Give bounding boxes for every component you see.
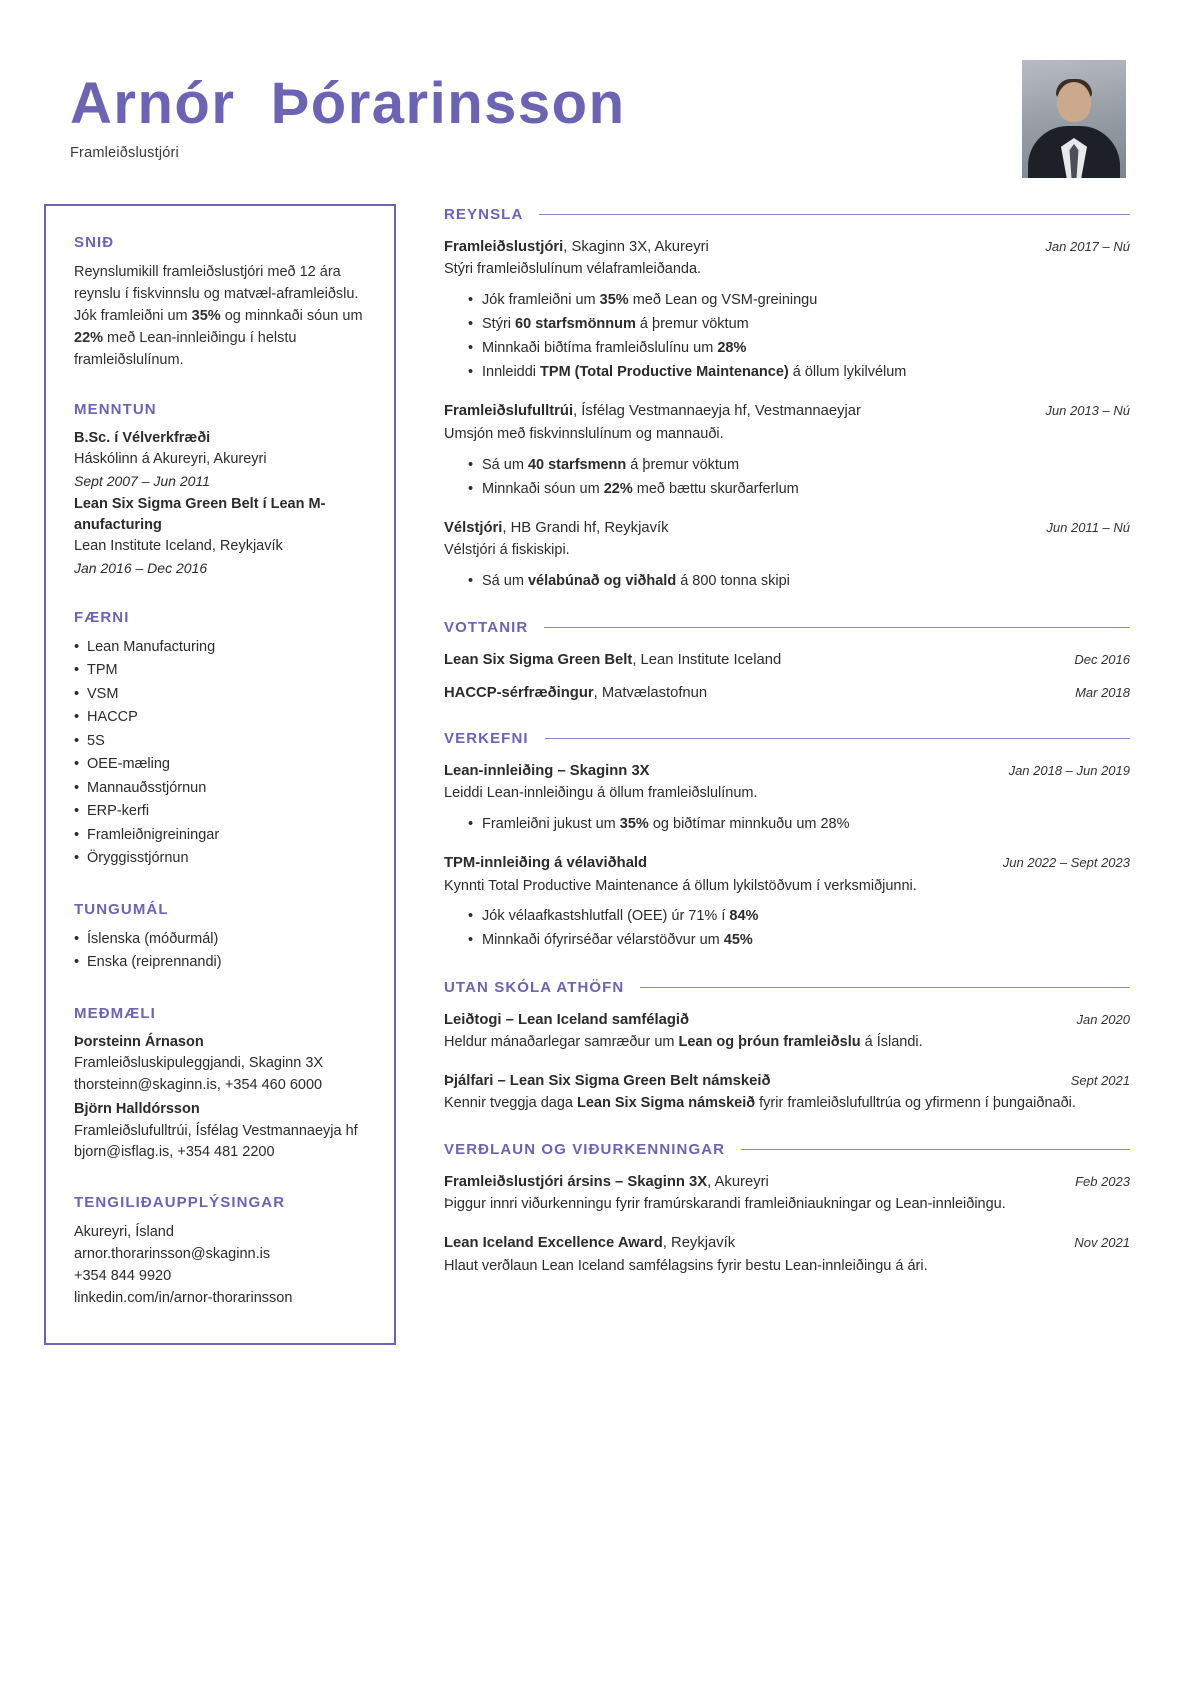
entry-company: , Akureyri [707,1173,769,1190]
list-item [468,904,1130,928]
bullet-post: á þremur vöktum [635,316,749,333]
contact-email[interactable]: arnor.thorarinsson@skaginn.is [74,1246,271,1263]
bullet-bold: vélabúnað og viðhald [527,572,677,589]
education-school: Háskólinn á Akureyri, Akureyri [74,451,267,468]
entry-date: Mar 2018 [1075,684,1130,700]
section-divider [539,214,1130,215]
entry-company: , Matvælastofnun [593,684,708,701]
reference-contact[interactable]: bjorn@isflag.is, +354 481 2200 [74,1144,275,1161]
subtitle-bold: Lean Six Sigma námskeið [577,1095,756,1112]
entry-title [444,1172,769,1193]
education-date: Sept 2007 – Jun 2011 [74,472,210,489]
award-entry [444,1172,1130,1216]
education-degree: B.Sc. í Vélverkfræði [74,430,211,447]
entry-title [444,761,650,782]
extracurricular-entry [444,1071,1130,1115]
bullet-pre: Innleiddi [482,364,541,381]
section-heading-extracurricular: UTAN SKÓLA ATHÖFN [444,978,625,996]
sidebar-heading-profile: SNIÐ [74,234,115,251]
section-header [444,206,1130,223]
section-heading-awards: VERÐLAUN OG VIÐURKENNINGAR [444,1140,726,1158]
subtitle-post: fyrir framleiðslufulltrúa og yfirmenn í þungaiðnaði. [755,1095,1076,1112]
entry-header [444,518,1130,539]
section-divider [640,987,1130,988]
job-title: Framleiðslustjóri [70,144,179,161]
contact-linkedin[interactable]: linkedin.com/in/arnor-thorarinsson [74,1290,293,1307]
list-item [468,928,1130,952]
sidebar-section-references [74,1005,368,1165]
education-item [74,428,368,492]
entry-date: Jan 2017 – Nú [1045,239,1130,254]
entry-subtitle: Leiddi Lean-innleiðingu á öllum framleiðslulínum. [444,785,758,802]
entry-role: TPM-innleiðing á vélaviðhald [444,855,648,872]
sidebar-section-contact [74,1194,368,1309]
bullet-pre: Jók vélaafkastshlutfall (OEE) úr 71% í [482,908,730,925]
entry-date: Feb 2023 [1075,1173,1130,1189]
entry-role: HACCP-sérfræðingur [444,684,594,701]
list-item [468,812,1130,836]
entry-header [444,683,1130,704]
list-item: • Lean Manufacturing [74,636,368,659]
bullet-bold: 60 starfsmönnum [515,316,636,333]
entry-role: Lean Six Sigma Green Belt [444,652,633,669]
bullet-pre: Minnkaði biðtíma framleiðslulínu um [482,340,718,357]
section-header [444,730,1130,747]
bullet-bold: 35% [619,816,649,833]
bullet-pre: Sá um [482,456,528,473]
list-item: • 5S [74,730,368,753]
bullet-post: á þremur vöktum [626,456,740,473]
list-item [468,477,1130,501]
list-item: • ERP-kerfi [74,800,368,823]
entry-bullets [444,453,1130,501]
entry-date: Sept 2021 [1070,1072,1130,1088]
entry-title [444,1233,735,1254]
education-degree: Lean Six Sigma Green Belt í Lean M-anufacturing [74,495,326,533]
bullet-post: og biðtímar minnkuðu um 28% [648,816,850,833]
entry-header [444,650,1130,671]
list-item: • Mannauðsstjórnun [74,777,368,800]
subtitle-post: á Íslandi. [860,1034,923,1050]
languages-list [74,928,368,975]
list-item: • Enska (reiprennandi) [74,951,368,974]
sidebar [44,204,396,1345]
reference-item [74,1032,368,1097]
subtitle-pre: Kennir tveggja daga [444,1095,578,1112]
profile-bold-2: 22% [74,330,104,347]
list-item [468,336,1130,360]
avatar [1022,60,1126,178]
list-item: • Öryggisstjórnun [74,847,368,870]
section-header [444,619,1130,636]
entry-header [444,401,1130,422]
bullet-pre: Stýri [482,316,516,333]
sidebar-heading-education: MENNTUN [74,401,157,419]
education-item [74,494,368,579]
sidebar-heading-contact: TENGILIÐAUPPLÝSINGAR [74,1194,286,1212]
entry-role: Framleiðslustjóri [444,239,564,255]
entry-title [444,853,647,874]
entry-company: , Lean Institute Iceland [632,652,782,669]
entry-role: Lean Iceland Excellence Award [444,1235,663,1252]
bullet-bold: TPM (Total Productive Maintenance) [540,364,789,381]
list-item: • OEE-mæling [74,753,368,776]
entry-title [444,683,707,704]
entry-role: Leiðtogi – Lean Iceland samfélagið [444,1011,690,1028]
bullet-pre: Framleiðni jukust um [482,816,620,833]
section-header [444,979,1130,996]
sidebar-section-skills [74,609,368,871]
entry-title [444,1071,771,1092]
page-title: Arnór Þórarinsson [70,71,626,136]
entry-subtitle: Umsjón með fiskvinnslulínum og mannauði. [444,425,724,442]
list-item [468,569,1130,593]
list-item [468,312,1130,336]
subtitle-pre: Heldur mánaðarlegar samræður um [444,1034,679,1050]
entry-subtitle [444,1093,1130,1115]
entry-date: Jan 2020 [1076,1011,1130,1027]
section-header [444,1141,1130,1158]
reference-role: Framleiðslufulltrúi, Ísfélag Vestmannaeyja hf [74,1122,358,1139]
entry-bullets [444,569,1130,593]
section-heading-projects: VERKEFNI [444,729,529,747]
entry-header [444,1071,1130,1092]
experience-entry [444,237,1130,384]
resume-body [42,204,1130,1345]
entry-role: Framleiðslustjóri ársins – Skaginn 3X [444,1173,708,1190]
award-entry [444,1233,1130,1277]
skills-list [74,636,368,871]
entry-role: Þjálfari – Lean Six Sigma Green Belt námskeið [444,1072,771,1089]
entry-subtitle: Þiggur innri viðurkenningu fyrir framúrskarandi framleiðniaukningar og Lean-innleiðingu. [444,1196,1006,1213]
sidebar-heading-languages: TUNGUMÁL [74,900,169,918]
resume-header [42,52,1130,178]
section-extracurricular [444,979,1130,1115]
entry-bullets [444,812,1130,836]
entry-company: , Skaginn 3X, Akureyri [563,239,709,255]
entry-date: Jun 2013 – Nú [1045,403,1130,419]
entry-title [444,237,709,258]
list-item [468,453,1130,477]
experience-entry [444,401,1130,500]
bullet-bold: 40 starfsmenn [527,456,627,473]
certificate-entry [444,650,1130,671]
bullet-bold: 28% [717,340,747,357]
bullet-post: á 800 tonna skipi [676,572,790,589]
entry-company: , Reykjavík [662,1235,736,1252]
header-text-block [70,52,626,161]
experience-entry [444,518,1130,593]
entry-date: Jun 2022 – Sept 2023 [1002,855,1130,871]
profile-summary [74,261,368,371]
bullet-post: með bættu skurðarferlum [632,480,799,497]
sidebar-section-profile [74,234,368,371]
section-heading-certificates: VOTTANIR [444,619,529,637]
extracurricular-entry [444,1010,1130,1054]
entry-subtitle: Vélstjóri á fiskiskipi. [444,542,570,559]
entry-title [444,1010,689,1031]
certificate-entry [444,683,1130,704]
section-divider [545,738,1130,739]
list-item: • TPM [74,659,368,682]
reference-contact[interactable]: thorsteinn@skaginn.is, +354 460 6000 [74,1077,323,1094]
sidebar-heading-skills: FÆRNI [74,608,130,626]
bullet-bold: 45% [723,932,753,949]
education-school: Lean Institute Iceland, Reykjavík [74,537,283,554]
entry-date: Jun 2011 – Nú [1046,519,1130,535]
entry-bullets [444,288,1130,384]
project-entry [444,761,1130,836]
project-entry [444,853,1130,952]
list-item [468,360,1130,384]
bullet-bold: 22% [603,480,633,497]
entry-header [444,853,1130,874]
entry-date: Dec 2016 [1074,652,1130,668]
reference-name: Þorsteinn Árnason [74,1033,204,1050]
contact-phone[interactable]: +354 844 9920 [74,1268,172,1285]
entry-subtitle [444,1032,1130,1054]
bullet-post: á öllum lykilvélum [788,364,907,381]
bullet-pre: Sá um [482,572,528,589]
section-experience [444,206,1130,593]
bullet-pre: Minnkaði sóun um [482,480,604,497]
entry-date: Nov 2021 [1074,1235,1130,1251]
section-divider [544,627,1130,628]
list-item [468,288,1130,312]
contact-location: Akureyri, Ísland [74,1224,174,1241]
entry-subtitle: Stýri framleiðslulínum vélaframleiðanda. [444,261,702,278]
reference-role: Framleiðsluskipuleggjandi, Skaginn 3X [74,1055,324,1072]
bullet-bold: 35% [599,292,629,309]
subtitle-bold: Lean og þróun framleiðslu [678,1034,861,1050]
sidebar-heading-references: MEÐMÆLI [74,1004,156,1022]
entry-role: Vélstjóri [444,519,503,536]
entry-title [444,650,781,671]
entry-role: Lean-innleiðing – Skaginn 3X [444,762,650,779]
section-divider [741,1149,1130,1150]
entry-title [444,401,861,422]
list-item: • Íslenska (móðurmál) [74,928,368,951]
profile-bold-1: 35% [191,308,221,325]
section-projects [444,730,1130,953]
section-certificates [444,619,1130,704]
section-awards [444,1141,1130,1277]
reference-item [74,1099,368,1164]
sidebar-section-education [74,401,368,579]
profile-text-1: Reynslumikill framleiðslustjóri með 12 ára reynslu í fiskvinnslu og matvæl-aframleiðslu. Jók framleiðni um [74,264,359,325]
entry-header [444,761,1130,782]
entry-subtitle: Kynnti Total Productive Maintenance á öllum lykilstöðvum í verksmiðjunni. [444,877,917,894]
entry-header [444,1172,1130,1193]
profile-text-2: og minnkaði sóun um [220,308,363,325]
list-item: • Framleiðnigreiningar [74,824,368,847]
entry-header [444,237,1130,258]
entry-company: , Ísfélag Vestmannaeyja hf, Vestmannaeyjar [573,403,861,420]
sidebar-section-languages [74,901,368,975]
reference-name: Björn Halldórsson [74,1100,200,1117]
list-item: • VSM [74,683,368,706]
entry-role: Framleiðslufulltrúi [444,403,574,420]
bullet-pre: Jók framleiðni um [482,292,600,309]
section-heading-experience: REYNSLA [444,206,524,223]
entry-title [444,518,669,539]
profile-text-3: með Lean-innleiðingu í helstu framleiðslulínum. [74,330,297,369]
entry-subtitle: Hlaut verðlaun Lean Iceland samfélagsins fyrir bestu Lean-innleiðingu á ári. [444,1257,928,1274]
bullet-bold: 84% [729,908,759,925]
list-item: • HACCP [74,706,368,729]
entry-date: Jan 2018 – Jun 2019 [1008,762,1130,778]
avatar-head [1057,82,1091,122]
education-date: Jan 2016 – Dec 2016 [74,559,208,576]
entry-header [444,1010,1130,1031]
entry-header [444,1233,1130,1254]
main-column [396,204,1130,1303]
bullet-pre: Minnkaði ófyrirséðar vélarstöðvur um [482,932,724,949]
entry-bullets [444,904,1130,952]
entry-company: , HB Grandi hf, Reykjavík [502,519,669,536]
bullet-post: með Lean og VSM-greiningu [628,292,818,309]
